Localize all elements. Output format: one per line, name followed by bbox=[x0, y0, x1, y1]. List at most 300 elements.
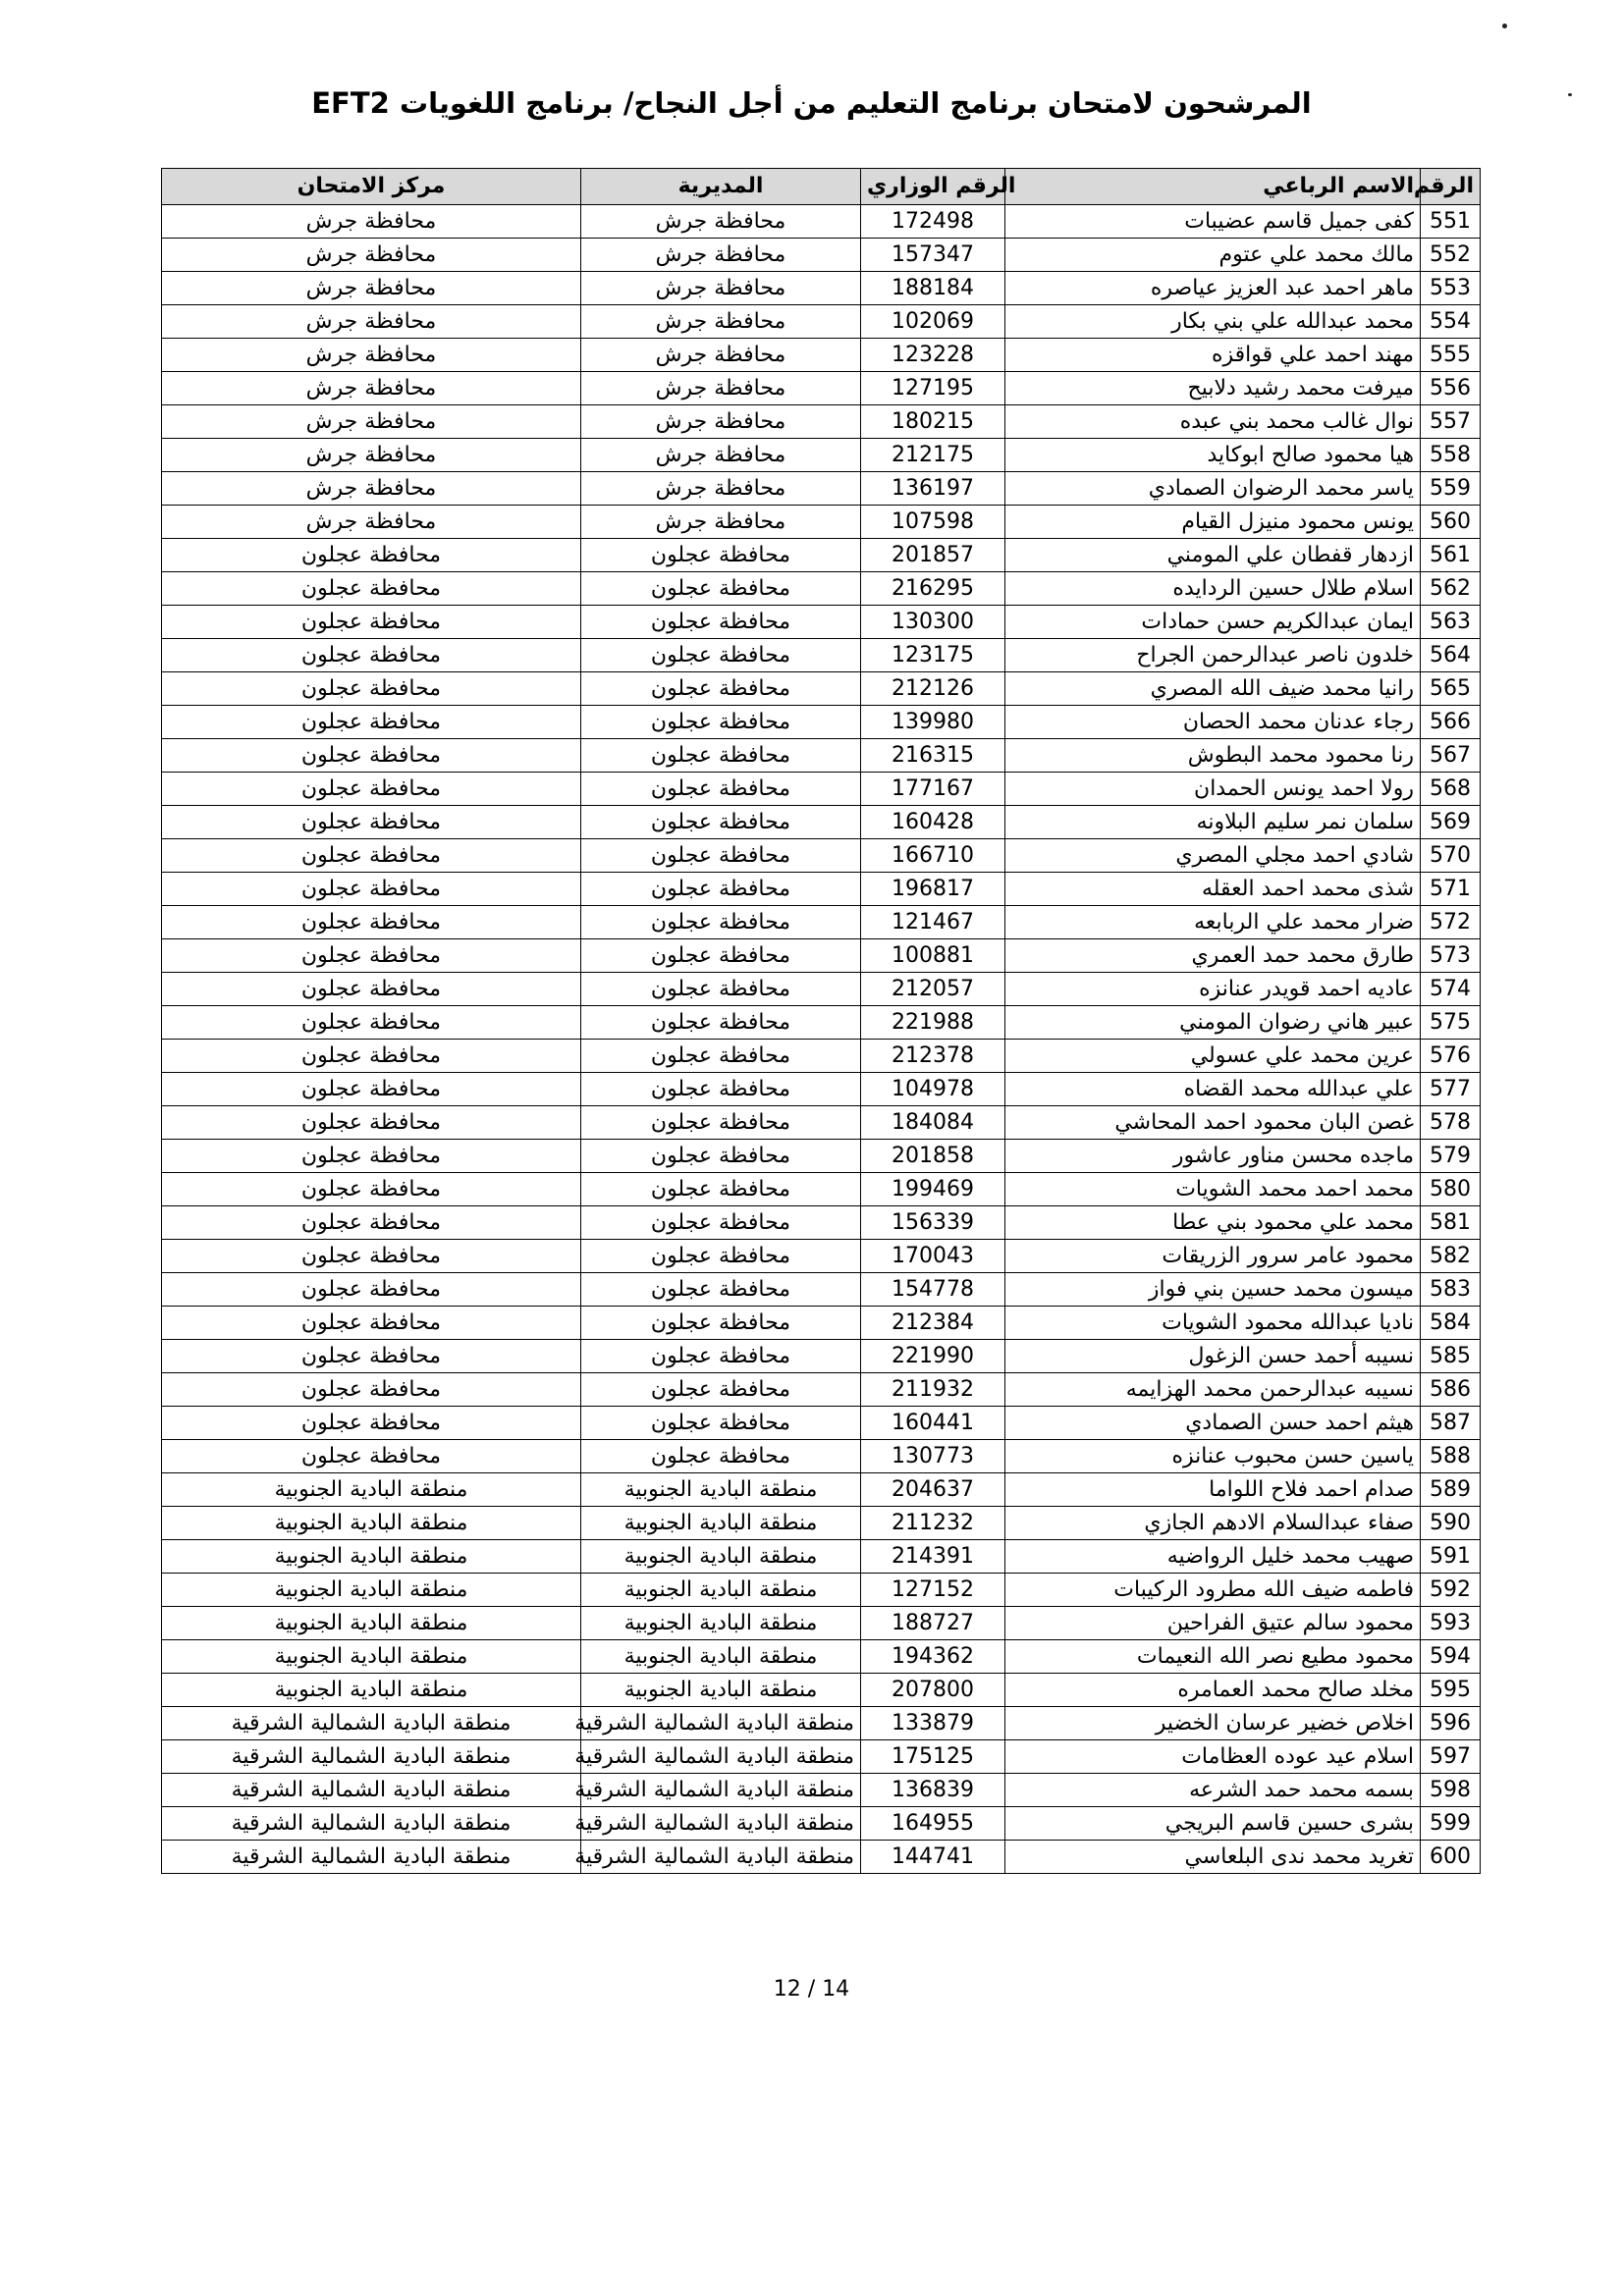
cell-national-id: 102069 bbox=[861, 305, 1005, 339]
cell-exam-center: محافظة عجلون bbox=[162, 1307, 581, 1340]
cell-national-id: 170043 bbox=[861, 1240, 1005, 1273]
cell-directorate: محافظة عجلون bbox=[581, 706, 861, 739]
cell-exam-center: محافظة جرش bbox=[162, 506, 581, 539]
cell-national-id: 154778 bbox=[861, 1273, 1005, 1307]
candidates-table bbox=[161, 168, 1481, 1874]
cell-directorate: منطقة البادية الجنوبية bbox=[581, 1674, 861, 1707]
cell-name: مالك محمد علي عتوم bbox=[1005, 239, 1421, 272]
cell-name: ازدهار قفطان علي المومني bbox=[1005, 539, 1421, 572]
table-row bbox=[162, 272, 1481, 305]
cell-num: 556 bbox=[1421, 372, 1481, 405]
cell-directorate: محافظة جرش bbox=[581, 506, 861, 539]
cell-national-id: 172498 bbox=[861, 205, 1005, 239]
cell-num: 598 bbox=[1421, 1774, 1481, 1807]
cell-name: رنا محمود محمد البطوش bbox=[1005, 739, 1421, 773]
cell-name: ياسر محمد الرضوان الصمادي bbox=[1005, 472, 1421, 506]
cell-name: نسيبه أحمد حسن الزغول bbox=[1005, 1340, 1421, 1373]
cell-national-id: 164955 bbox=[861, 1807, 1005, 1841]
cell-directorate: محافظة عجلون bbox=[581, 906, 861, 939]
cell-national-id: 212057 bbox=[861, 973, 1005, 1006]
cell-directorate: منطقة البادية الشمالية الشرقية bbox=[581, 1807, 861, 1841]
cell-national-id: 212126 bbox=[861, 672, 1005, 706]
cell-name: صفاء عبدالسلام الادهم الجازي bbox=[1005, 1507, 1421, 1540]
cell-directorate: محافظة جرش bbox=[581, 272, 861, 305]
cell-exam-center: محافظة عجلون bbox=[162, 973, 581, 1006]
cell-name: عرين محمد علي عسولي bbox=[1005, 1040, 1421, 1073]
cell-num: 577 bbox=[1421, 1073, 1481, 1106]
cell-exam-center: منطقة البادية الجنوبية bbox=[162, 1540, 581, 1574]
cell-name: ماهر احمد عبد العزيز عياصره bbox=[1005, 272, 1421, 305]
cell-national-id: 221990 bbox=[861, 1340, 1005, 1373]
cell-directorate: محافظة جرش bbox=[581, 472, 861, 506]
cell-num: 562 bbox=[1421, 572, 1481, 606]
table-row bbox=[162, 739, 1481, 773]
cell-exam-center: منطقة البادية الشمالية الشرقية bbox=[162, 1740, 581, 1774]
table-row bbox=[162, 873, 1481, 906]
cell-national-id: 107598 bbox=[861, 506, 1005, 539]
cell-name: رانيا محمد ضيف الله المصري bbox=[1005, 672, 1421, 706]
cell-directorate: منطقة البادية الشمالية الشرقية bbox=[581, 1707, 861, 1740]
cell-num: 596 bbox=[1421, 1707, 1481, 1740]
cell-national-id: 139980 bbox=[861, 706, 1005, 739]
cell-name: عبير هاني رضوان المومني bbox=[1005, 1006, 1421, 1040]
cell-directorate: محافظة عجلون bbox=[581, 672, 861, 706]
cell-directorate: محافظة عجلون bbox=[581, 1040, 861, 1073]
cell-num: 571 bbox=[1421, 873, 1481, 906]
cell-exam-center: محافظة عجلون bbox=[162, 1140, 581, 1173]
cell-directorate: منطقة البادية الجنوبية bbox=[581, 1507, 861, 1540]
table-row bbox=[162, 1273, 1481, 1307]
cell-directorate: محافظة عجلون bbox=[581, 606, 861, 639]
cell-exam-center: محافظة عجلون bbox=[162, 639, 581, 672]
cell-num: 580 bbox=[1421, 1173, 1481, 1206]
table-row bbox=[162, 405, 1481, 439]
cell-national-id: 194362 bbox=[861, 1640, 1005, 1674]
cell-name: علي عبدالله محمد القضاه bbox=[1005, 1073, 1421, 1106]
cell-num: 599 bbox=[1421, 1807, 1481, 1841]
cell-name: سلمان نمر سليم البلاونه bbox=[1005, 806, 1421, 839]
cell-exam-center: منطقة البادية الجنوبية bbox=[162, 1574, 581, 1607]
cell-exam-center: محافظة عجلون bbox=[162, 572, 581, 606]
table-row bbox=[162, 1774, 1481, 1807]
cell-num: 573 bbox=[1421, 939, 1481, 973]
cell-exam-center: محافظة عجلون bbox=[162, 806, 581, 839]
cell-directorate: محافظة عجلون bbox=[581, 1407, 861, 1440]
cell-name: اسلام طلال حسين الردايده bbox=[1005, 572, 1421, 606]
cell-exam-center: منطقة البادية الشمالية الشرقية bbox=[162, 1841, 581, 1874]
cell-directorate: محافظة عجلون bbox=[581, 939, 861, 973]
cell-directorate: محافظة عجلون bbox=[581, 1440, 861, 1473]
header-exam-center: مركز الامتحان bbox=[162, 169, 581, 205]
cell-national-id: 199469 bbox=[861, 1173, 1005, 1206]
cell-exam-center: محافظة جرش bbox=[162, 305, 581, 339]
table-row bbox=[162, 906, 1481, 939]
table-row bbox=[162, 1540, 1481, 1574]
table-row bbox=[162, 1073, 1481, 1106]
cell-national-id: 214391 bbox=[861, 1540, 1005, 1574]
cell-num: 597 bbox=[1421, 1740, 1481, 1774]
cell-num: 584 bbox=[1421, 1307, 1481, 1340]
cell-national-id: 211232 bbox=[861, 1507, 1005, 1540]
cell-num: 557 bbox=[1421, 405, 1481, 439]
page-indicator: 12 / 14 bbox=[773, 1977, 850, 2002]
cell-num: 558 bbox=[1421, 439, 1481, 472]
table-row bbox=[162, 1507, 1481, 1540]
cell-name: صهيب محمد خليل الرواضيه bbox=[1005, 1540, 1421, 1574]
cell-directorate: محافظة عجلون bbox=[581, 873, 861, 906]
cell-name: نسيبه عبدالرحمن محمد الهزايمه bbox=[1005, 1373, 1421, 1407]
cell-national-id: 127152 bbox=[861, 1574, 1005, 1607]
table-header-row bbox=[162, 169, 1481, 205]
cell-national-id: 130773 bbox=[861, 1440, 1005, 1473]
table-row bbox=[162, 806, 1481, 839]
cell-exam-center: محافظة عجلون bbox=[162, 1340, 581, 1373]
cell-name: ماجده محسن مناور عاشور bbox=[1005, 1140, 1421, 1173]
cell-national-id: 130300 bbox=[861, 606, 1005, 639]
cell-directorate: منطقة البادية الشمالية الشرقية bbox=[581, 1841, 861, 1874]
cell-directorate: محافظة عجلون bbox=[581, 539, 861, 572]
cell-exam-center: منطقة البادية الشمالية الشرقية bbox=[162, 1707, 581, 1740]
cell-national-id: 175125 bbox=[861, 1740, 1005, 1774]
table-row bbox=[162, 1006, 1481, 1040]
table-row bbox=[162, 472, 1481, 506]
cell-directorate: محافظة جرش bbox=[581, 439, 861, 472]
cell-directorate: منطقة البادية الجنوبية bbox=[581, 1607, 861, 1640]
header-national-id: الرقم الوزاري bbox=[861, 169, 1005, 205]
cell-exam-center: محافظة جرش bbox=[162, 472, 581, 506]
cell-directorate: محافظة عجلون bbox=[581, 639, 861, 672]
table-row bbox=[162, 339, 1481, 372]
cell-num: 574 bbox=[1421, 973, 1481, 1006]
cell-name: طارق محمد حمد العمري bbox=[1005, 939, 1421, 973]
cell-name: ضرار محمد علي الربابعه bbox=[1005, 906, 1421, 939]
cell-national-id: 160428 bbox=[861, 806, 1005, 839]
cell-name: محمود سالم عتيق الفراحين bbox=[1005, 1607, 1421, 1640]
cell-national-id: 184084 bbox=[861, 1106, 1005, 1140]
cell-num: 551 bbox=[1421, 205, 1481, 239]
cell-national-id: 216315 bbox=[861, 739, 1005, 773]
table-row bbox=[162, 1140, 1481, 1173]
cell-exam-center: محافظة جرش bbox=[162, 372, 581, 405]
table-row bbox=[162, 1173, 1481, 1206]
cell-exam-center: محافظة عجلون bbox=[162, 1106, 581, 1140]
table-row bbox=[162, 639, 1481, 672]
cell-exam-center: محافظة جرش bbox=[162, 339, 581, 372]
cell-directorate: محافظة عجلون bbox=[581, 1240, 861, 1273]
cell-exam-center: محافظة جرش bbox=[162, 239, 581, 272]
cell-directorate: منطقة البادية الشمالية الشرقية bbox=[581, 1774, 861, 1807]
cell-num: 566 bbox=[1421, 706, 1481, 739]
cell-national-id: 104978 bbox=[861, 1073, 1005, 1106]
cell-num: 579 bbox=[1421, 1140, 1481, 1173]
cell-national-id: 216295 bbox=[861, 572, 1005, 606]
cell-name: صدام احمد فلاح اللواما bbox=[1005, 1473, 1421, 1507]
cell-name: محمد احمد محمد الشويات bbox=[1005, 1173, 1421, 1206]
cell-name: ميسون محمد حسين بني فواز bbox=[1005, 1273, 1421, 1307]
table-row bbox=[162, 1206, 1481, 1240]
cell-name: بشرى حسين قاسم البريجي bbox=[1005, 1807, 1421, 1841]
cell-num: 559 bbox=[1421, 472, 1481, 506]
table-row bbox=[162, 1407, 1481, 1440]
table-row bbox=[162, 205, 1481, 239]
cell-directorate: محافظة عجلون bbox=[581, 1106, 861, 1140]
cell-name: مخلد صالح محمد العمامره bbox=[1005, 1674, 1421, 1707]
cell-national-id: 144741 bbox=[861, 1841, 1005, 1874]
table-row bbox=[162, 1473, 1481, 1507]
header-num: الرقم bbox=[1421, 169, 1481, 205]
cell-directorate: محافظة عجلون bbox=[581, 1073, 861, 1106]
cell-national-id: 123228 bbox=[861, 339, 1005, 372]
cell-exam-center: محافظة عجلون bbox=[162, 706, 581, 739]
cell-national-id: 157347 bbox=[861, 239, 1005, 272]
table-row bbox=[162, 539, 1481, 572]
cell-num: 567 bbox=[1421, 739, 1481, 773]
cell-name: هيثم احمد حسن الصمادي bbox=[1005, 1407, 1421, 1440]
table-row bbox=[162, 1373, 1481, 1407]
cell-num: 564 bbox=[1421, 639, 1481, 672]
cell-directorate: محافظة عجلون bbox=[581, 773, 861, 806]
cell-num: 560 bbox=[1421, 506, 1481, 539]
cell-directorate: منطقة البادية الجنوبية bbox=[581, 1473, 861, 1507]
table-row bbox=[162, 1340, 1481, 1373]
cell-directorate: محافظة عجلون bbox=[581, 1173, 861, 1206]
cell-directorate: محافظة عجلون bbox=[581, 1340, 861, 1373]
cell-national-id: 207800 bbox=[861, 1674, 1005, 1707]
table-row bbox=[162, 1106, 1481, 1140]
cell-exam-center: محافظة عجلون bbox=[162, 739, 581, 773]
cell-num: 576 bbox=[1421, 1040, 1481, 1073]
cell-national-id: 212175 bbox=[861, 439, 1005, 472]
cell-directorate: محافظة جرش bbox=[581, 239, 861, 272]
cell-name: اخلاص خضير عرسان الخضير bbox=[1005, 1707, 1421, 1740]
table-row bbox=[162, 1040, 1481, 1073]
cell-national-id: 156339 bbox=[861, 1206, 1005, 1240]
table-row bbox=[162, 1707, 1481, 1740]
cell-num: 591 bbox=[1421, 1540, 1481, 1574]
table-row bbox=[162, 1740, 1481, 1774]
cell-num: 575 bbox=[1421, 1006, 1481, 1040]
cell-national-id: 127195 bbox=[861, 372, 1005, 405]
cell-name: رجاء عدنان محمد الحصان bbox=[1005, 706, 1421, 739]
cell-exam-center: محافظة عجلون bbox=[162, 1206, 581, 1240]
table-row bbox=[162, 506, 1481, 539]
cell-num: 581 bbox=[1421, 1206, 1481, 1240]
cell-exam-center: محافظة عجلون bbox=[162, 1240, 581, 1273]
table-body bbox=[162, 205, 1481, 1874]
cell-exam-center: محافظة عجلون bbox=[162, 1440, 581, 1473]
cell-national-id: 221988 bbox=[861, 1006, 1005, 1040]
cell-name: غصن البان محمود احمد المحاشي bbox=[1005, 1106, 1421, 1140]
cell-name: محمود مطيع نصر الله النعيمات bbox=[1005, 1640, 1421, 1674]
cell-exam-center: محافظة عجلون bbox=[162, 1407, 581, 1440]
cell-directorate: محافظة عجلون bbox=[581, 973, 861, 1006]
table-row bbox=[162, 305, 1481, 339]
table-row bbox=[162, 1807, 1481, 1841]
table-row bbox=[162, 1440, 1481, 1473]
cell-num: 552 bbox=[1421, 239, 1481, 272]
cell-name: شذى محمد احمد العقله bbox=[1005, 873, 1421, 906]
cell-national-id: 123175 bbox=[861, 639, 1005, 672]
cell-num: 582 bbox=[1421, 1240, 1481, 1273]
cell-directorate: محافظة عجلون bbox=[581, 1140, 861, 1173]
table-row bbox=[162, 672, 1481, 706]
cell-name: عاديه احمد قويدر عنانزه bbox=[1005, 973, 1421, 1006]
cell-num: 563 bbox=[1421, 606, 1481, 639]
cell-exam-center: محافظة عجلون bbox=[162, 906, 581, 939]
header-directorate: المديرية bbox=[581, 169, 861, 205]
cell-num: 565 bbox=[1421, 672, 1481, 706]
cell-name: ياسين حسن محبوب عنانزه bbox=[1005, 1440, 1421, 1473]
cell-num: 555 bbox=[1421, 339, 1481, 372]
cell-exam-center: محافظة جرش bbox=[162, 405, 581, 439]
cell-exam-center: منطقة البادية الشمالية الشرقية bbox=[162, 1774, 581, 1807]
cell-directorate: محافظة جرش bbox=[581, 372, 861, 405]
cell-name: بسمه محمد حمد الشرعه bbox=[1005, 1774, 1421, 1807]
cell-national-id: 188727 bbox=[861, 1607, 1005, 1640]
cell-exam-center: محافظة عجلون bbox=[162, 1373, 581, 1407]
cell-num: 570 bbox=[1421, 839, 1481, 873]
table-row bbox=[162, 1307, 1481, 1340]
cell-name: نوال غالب محمد بني عبده bbox=[1005, 405, 1421, 439]
cell-directorate: محافظة عجلون bbox=[581, 1206, 861, 1240]
cell-num: 589 bbox=[1421, 1473, 1481, 1507]
cell-num: 590 bbox=[1421, 1507, 1481, 1540]
cell-name: مهند احمد علي قواقزه bbox=[1005, 339, 1421, 372]
cell-num: 572 bbox=[1421, 906, 1481, 939]
cell-directorate: محافظة عجلون bbox=[581, 739, 861, 773]
cell-num: 554 bbox=[1421, 305, 1481, 339]
cell-name: شادي احمد مجلي المصري bbox=[1005, 839, 1421, 873]
cell-directorate: محافظة عجلون bbox=[581, 1307, 861, 1340]
cell-exam-center: منطقة البادية الجنوبية bbox=[162, 1607, 581, 1640]
cell-exam-center: محافظة عجلون bbox=[162, 672, 581, 706]
cell-national-id: 180215 bbox=[861, 405, 1005, 439]
table-row bbox=[162, 1841, 1481, 1874]
cell-num: 586 bbox=[1421, 1373, 1481, 1407]
cell-exam-center: منطقة البادية الجنوبية bbox=[162, 1674, 581, 1707]
cell-directorate: محافظة عجلون bbox=[581, 806, 861, 839]
cell-directorate: منطقة البادية الجنوبية bbox=[581, 1540, 861, 1574]
cell-exam-center: محافظة عجلون bbox=[162, 873, 581, 906]
scan-speck bbox=[1502, 24, 1507, 28]
cell-directorate: محافظة عجلون bbox=[581, 572, 861, 606]
cell-num: 569 bbox=[1421, 806, 1481, 839]
cell-name: محمد علي محمود بني عطا bbox=[1005, 1206, 1421, 1240]
cell-exam-center: محافظة عجلون bbox=[162, 1273, 581, 1307]
cell-num: 553 bbox=[1421, 272, 1481, 305]
cell-national-id: 196817 bbox=[861, 873, 1005, 906]
cell-name: هيا محمود صالح ابوكايد bbox=[1005, 439, 1421, 472]
cell-name: ايمان عبدالكريم حسن حمادات bbox=[1005, 606, 1421, 639]
cell-national-id: 204637 bbox=[861, 1473, 1005, 1507]
header-name: الاسم الرباعي bbox=[1005, 169, 1421, 205]
cell-directorate: محافظة عجلون bbox=[581, 1273, 861, 1307]
cell-directorate: منطقة البادية الجنوبية bbox=[581, 1574, 861, 1607]
table-row bbox=[162, 572, 1481, 606]
cell-num: 587 bbox=[1421, 1407, 1481, 1440]
cell-national-id: 133879 bbox=[861, 1707, 1005, 1740]
cell-num: 593 bbox=[1421, 1607, 1481, 1640]
cell-exam-center: محافظة عجلون bbox=[162, 606, 581, 639]
cell-num: 588 bbox=[1421, 1440, 1481, 1473]
cell-directorate: محافظة عجلون bbox=[581, 839, 861, 873]
cell-directorate: محافظة جرش bbox=[581, 339, 861, 372]
cell-exam-center: محافظة جرش bbox=[162, 439, 581, 472]
cell-national-id: 188184 bbox=[861, 272, 1005, 305]
cell-national-id: 136197 bbox=[861, 472, 1005, 506]
cell-exam-center: منطقة البادية الجنوبية bbox=[162, 1473, 581, 1507]
cell-exam-center: محافظة عجلون bbox=[162, 939, 581, 973]
cell-name: خلدون ناصر عبدالرحمن الجراح bbox=[1005, 639, 1421, 672]
cell-exam-center: محافظة عجلون bbox=[162, 1006, 581, 1040]
table-row bbox=[162, 1674, 1481, 1707]
cell-national-id: 211932 bbox=[861, 1373, 1005, 1407]
cell-national-id: 160441 bbox=[861, 1407, 1005, 1440]
cell-national-id: 100881 bbox=[861, 939, 1005, 973]
table-row bbox=[162, 439, 1481, 472]
table-row bbox=[162, 372, 1481, 405]
cell-name: محمود عامر سرور الزريقات bbox=[1005, 1240, 1421, 1273]
cell-exam-center: منطقة البادية الجنوبية bbox=[162, 1640, 581, 1674]
cell-national-id: 121467 bbox=[861, 906, 1005, 939]
cell-exam-center: محافظة جرش bbox=[162, 272, 581, 305]
cell-name: تغريد محمد ندى البلعاسي bbox=[1005, 1841, 1421, 1874]
cell-exam-center: منطقة البادية الجنوبية bbox=[162, 1507, 581, 1540]
cell-directorate: محافظة عجلون bbox=[581, 1373, 861, 1407]
cell-exam-center: محافظة عجلون bbox=[162, 1040, 581, 1073]
cell-num: 600 bbox=[1421, 1841, 1481, 1874]
table-row bbox=[162, 773, 1481, 806]
cell-national-id: 212384 bbox=[861, 1307, 1005, 1340]
table-row bbox=[162, 706, 1481, 739]
cell-name: يونس محمود منيزل القيام bbox=[1005, 506, 1421, 539]
cell-name: كفى جميل قاسم عضيبات bbox=[1005, 205, 1421, 239]
cell-name: اسلام عيد عوده العظامات bbox=[1005, 1740, 1421, 1774]
cell-directorate: محافظة عجلون bbox=[581, 1006, 861, 1040]
cell-num: 585 bbox=[1421, 1340, 1481, 1373]
table-row bbox=[162, 939, 1481, 973]
cell-exam-center: محافظة عجلون bbox=[162, 839, 581, 873]
cell-exam-center: محافظة عجلون bbox=[162, 539, 581, 572]
cell-national-id: 212378 bbox=[861, 1040, 1005, 1073]
table-row bbox=[162, 839, 1481, 873]
cell-national-id: 177167 bbox=[861, 773, 1005, 806]
table-row bbox=[162, 1574, 1481, 1607]
cell-num: 578 bbox=[1421, 1106, 1481, 1140]
table-row bbox=[162, 973, 1481, 1006]
cell-name: ناديا عبدالله محمود الشويات bbox=[1005, 1307, 1421, 1340]
cell-national-id: 201857 bbox=[861, 539, 1005, 572]
cell-directorate: منطقة البادية الشمالية الشرقية bbox=[581, 1740, 861, 1774]
cell-exam-center: منطقة البادية الشمالية الشرقية bbox=[162, 1807, 581, 1841]
table-row bbox=[162, 239, 1481, 272]
table-row bbox=[162, 1607, 1481, 1640]
table-row bbox=[162, 1640, 1481, 1674]
cell-name: محمد عبدالله علي بني بكار bbox=[1005, 305, 1421, 339]
cell-directorate: محافظة جرش bbox=[581, 305, 861, 339]
cell-exam-center: محافظة عجلون bbox=[162, 1173, 581, 1206]
cell-directorate: منطقة البادية الجنوبية bbox=[581, 1640, 861, 1674]
table-row bbox=[162, 606, 1481, 639]
cell-directorate: محافظة جرش bbox=[581, 405, 861, 439]
cell-national-id: 136839 bbox=[861, 1774, 1005, 1807]
cell-num: 592 bbox=[1421, 1574, 1481, 1607]
cell-name: ميرفت محمد رشيد دلابيح bbox=[1005, 372, 1421, 405]
cell-name: رولا احمد يونس الحمدان bbox=[1005, 773, 1421, 806]
cell-exam-center: محافظة جرش bbox=[162, 205, 581, 239]
cell-num: 561 bbox=[1421, 539, 1481, 572]
cell-name: فاطمه ضيف الله مطرود الركيبات bbox=[1005, 1574, 1421, 1607]
